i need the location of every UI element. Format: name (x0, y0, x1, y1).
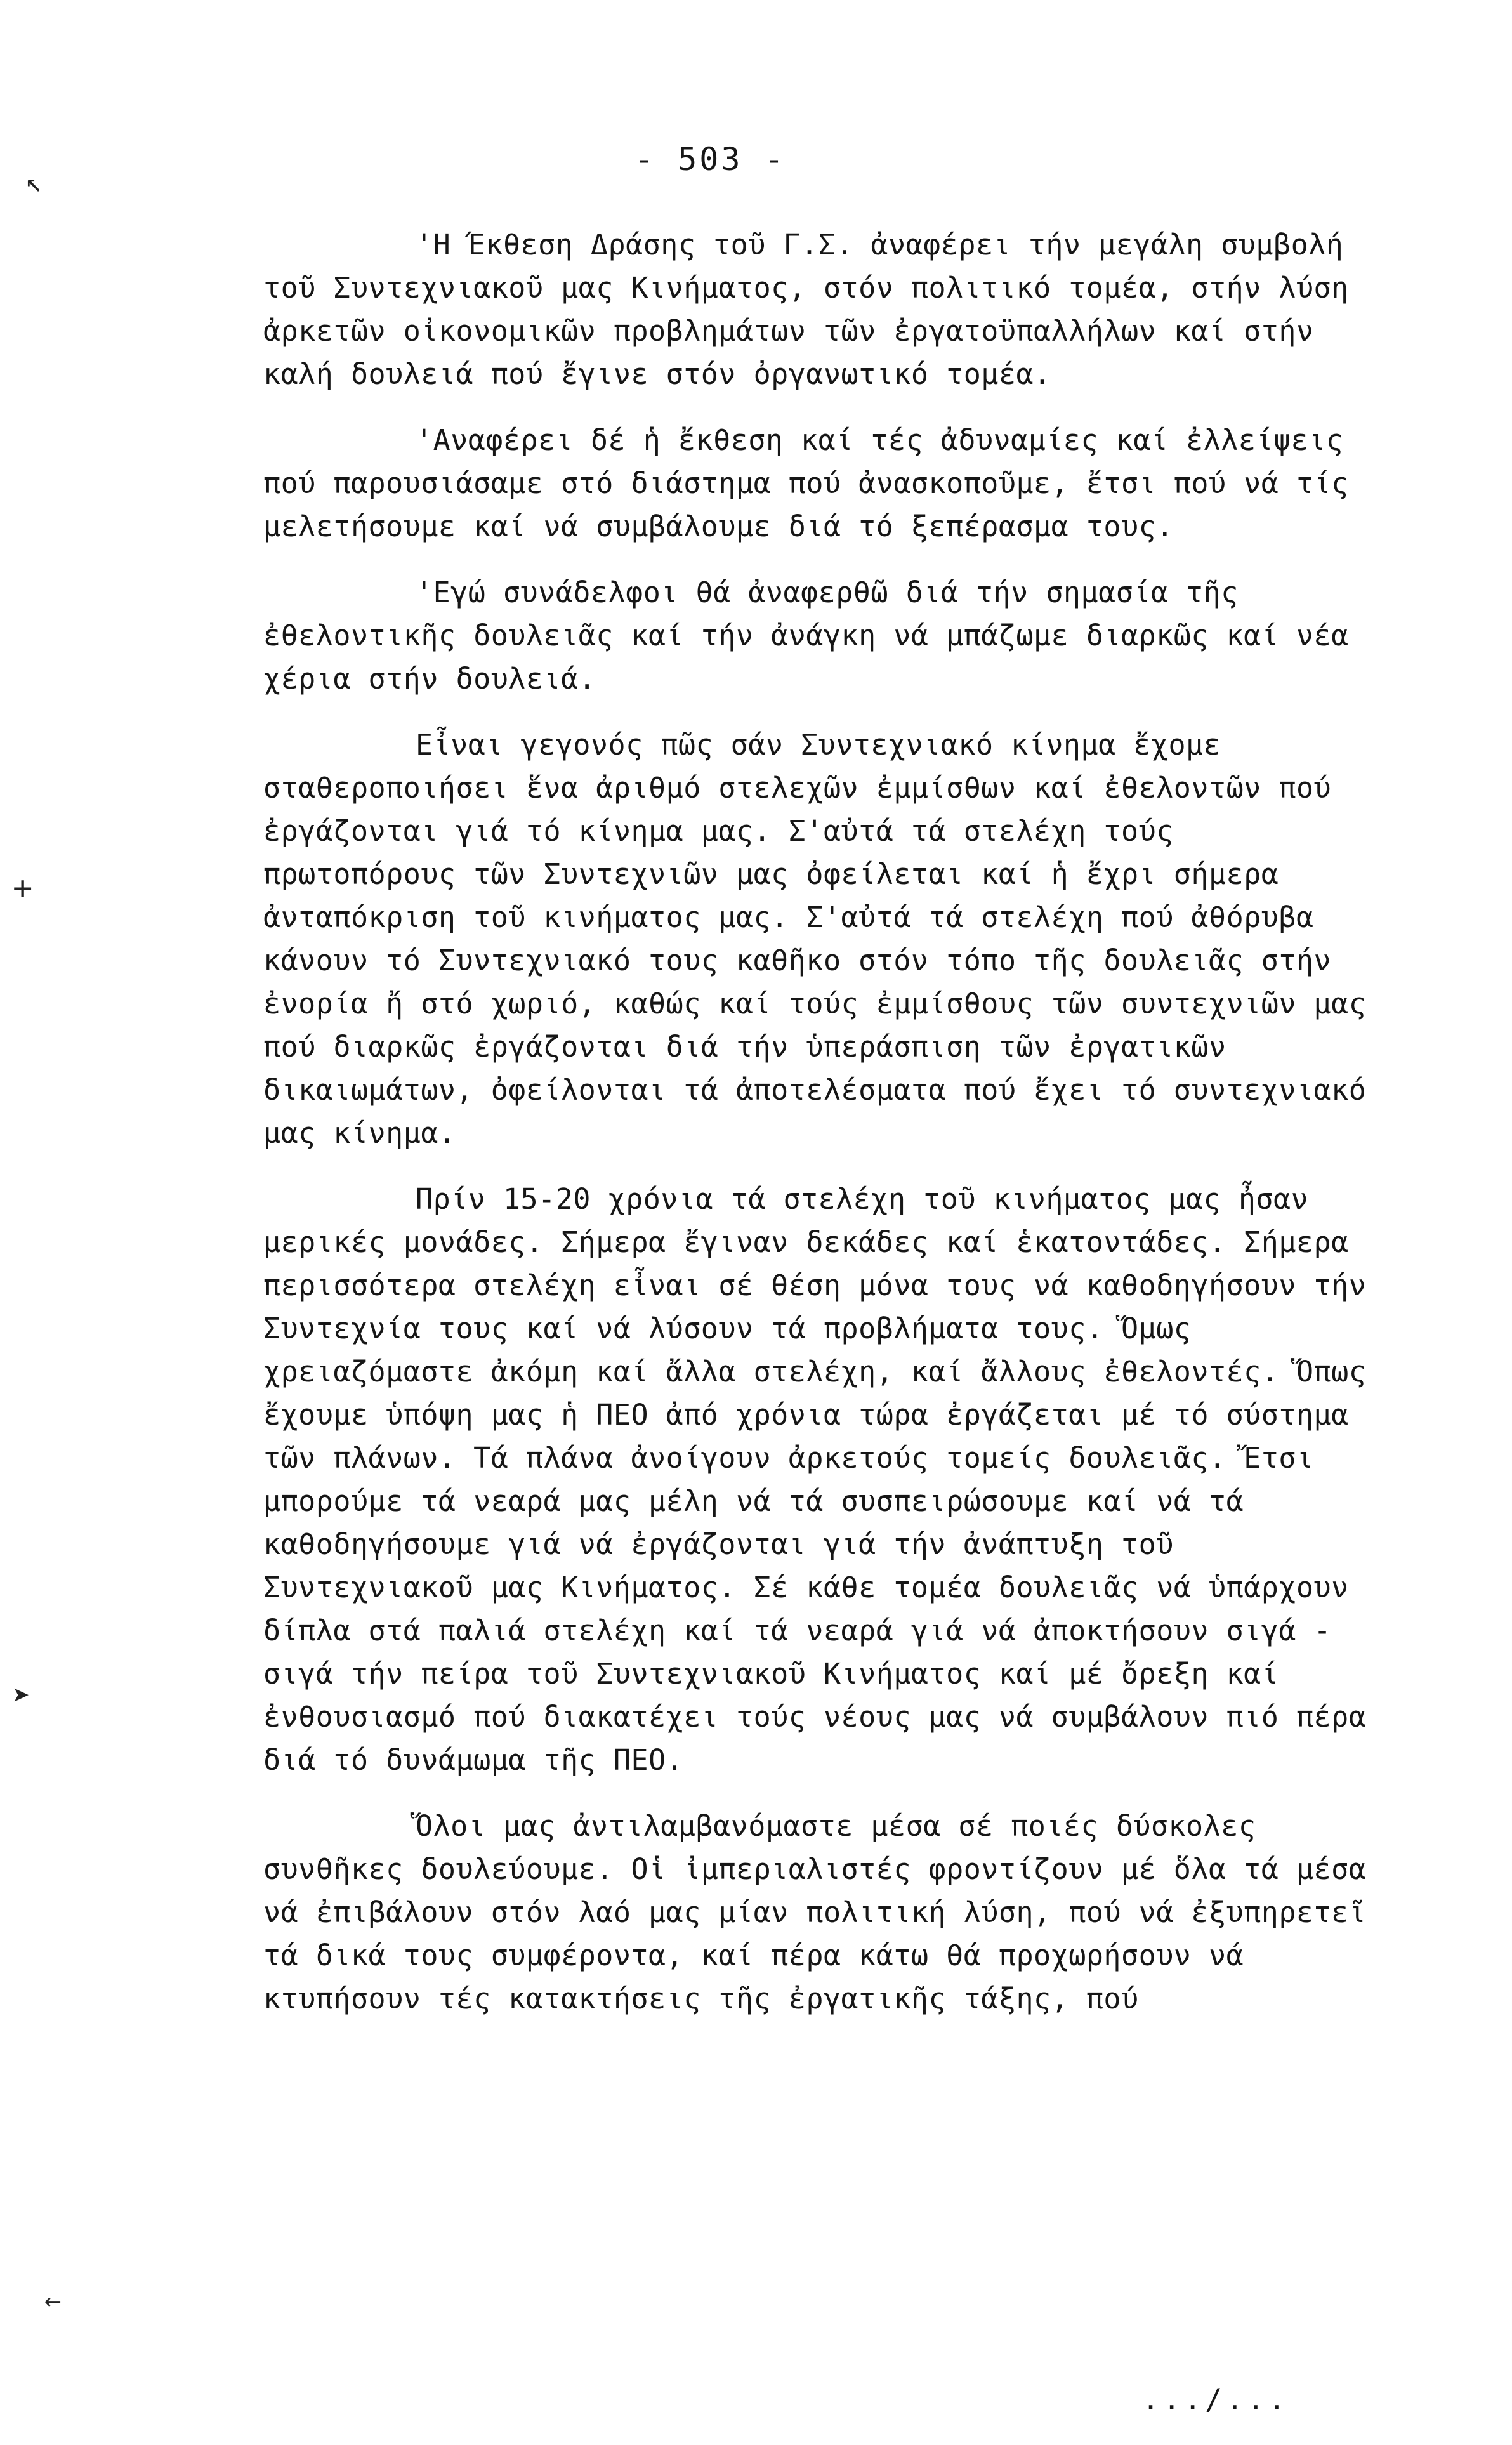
paragraph-weaknesses: 'Αναφέρει δέ ἡ ἔκθεση καί τές ἀδυναμίες καί ἐλλείψεις πού παρουσιάσαμε στό διάστημα πού ἀνασκοποῦμε, ἔτσι πού νά τίς μελετήσουμε καί νά συμβάλουμε διά τό ξεπέρασμα τους. (263, 423, 1349, 543)
paragraph-volunteer-work: 'Εγώ συνάδελφοι θά ἀναφερθῶ διά τήν σημασία τῆς ἐθελοντικῆς δουλειᾶς καί τήν ἀνάγκη νά μπάζωμε διαρκῶς καί νέα χέρια στήν δουλειά. (263, 576, 1349, 695)
paragraph-cadres: Εἶναι γεγονός πῶς σάν Συντεχνιακό κίνημα ἔχομε σταθεροποιήσει ἕνα ἀριθμό στελεχῶν ἐμμίσθων καί ἐθελοντῶν πού ἐργάζονται γιά τό κίνημα μας. Σ'αὐτά τά στελέχη τούς πρωτοπόρους τῶν Συντεχνιῶν μας ὀφείλεται καί ἡ ἔχρι σήμερα ἀνταπόκριση τοῦ κινήματος μας. Σ'αὐτά τά στελέχη πού ἀθόρυβα κάνουν τό Συντεχνιακό τους καθῆκο στόν τόπο τῆς δουλειᾶς στήν ἐνορία ἤ στό χωριό, καθώς καί τούς ἐμμίσθους τῶν συντεχνιῶν μας πού διαρκῶς ἐργάζονται διά τήν ὑπεράσπιση τῶν ἐργατικῶν δικαιωμάτων, ὀφείλονται τά ἀποτελέσματα πού ἔχει τό συντεχνιακό μας κίνημα. (263, 728, 1367, 1150)
margin-mark-arrow: ➤ (13, 1678, 30, 1713)
margin-mark-top: ↖ (25, 166, 43, 199)
page-number: - 503 - (634, 141, 786, 178)
continuation-mark: .../... (1142, 2383, 1289, 2416)
paragraph-activity-report: 'Η Έκθεση Δράσης τοῦ Γ.Σ. ἀναφέρει τήν μεγάλη συμβολή τοῦ Συντεχνιακοῦ μας Κινήματος, στόν πολιτικό τομέα, στήν λύση ἀρκετῶν οἰκονομικῶν προβλημάτων τῶν ἐργατοϋπαλλήλων καί στήν καλή δουλειά πού ἔγινε στόν ὀργανωτικό τομέα. (263, 228, 1349, 391)
margin-mark-plus: + (13, 869, 33, 907)
paragraph-conditions: Ὅλοι μας ἀντιλαμβανόμαστε μέσα σέ ποιές δύσκολες συνθῆκες δουλεύουμε. Οἱ ἰμπεριαλιστές φροντίζουν μέ ὅλα τά μέσα νά ἐπιβάλουν στόν λαό μας μίαν πολιτική λύση, πού νά ἐξυπηρετεῖ τά δικά τους συμφέροντα, καί πέρα κάτω θά προχωρήσουν νά κτυπήσουν τές κατακτήσεις τῆς ἐργατικῆς τάξης, πού (263, 1809, 1367, 2015)
margin-mark-bottom: ← (44, 2284, 62, 2317)
paragraph-growth: Πρίν 15-20 χρόνια τά στελέχη τοῦ κινήματος μας ἦσαν μερικές μονάδες. Σήμερα ἔγιναν δεκάδες καί ἑκατοντάδες. Σήμερα περισσότερα στελέχη εἶναι σέ θέση μόνα τους νά καθοδηγήσουν τήν Συντεχνία τους καί νά λύσουν τά προβλήματα τους. Ὅμως χρειαζόμαστε ἀκόμη καί ἄλλα στελέχη, καί ἄλλους ἐθελοντές. Ὅπως ἔχουμε ὑπόψη μας ἡ ΠΕΟ ἀπό χρόνια τώρα ἐργάζεται μέ τό σύστημα τῶν πλάνων. Τά πλάνα ἀνοίγουν ἀρκετούς τομείς δουλειᾶς. Ἔτσι μπορούμε τά νεαρά μας μέλη νά τά συσπειρώσουμε καί νά τά καθοδηγήσουμε γιά νά ἐργάζονται γιά τήν ἀνάπτυξη τοῦ Συντεχνιακοῦ μας Κινήματος. Σέ κάθε τομέα δουλειᾶς νά ὑπάρχουν δίπλα στά παλιά στελέχη καί τά νεαρά γιά νά ἀποκτήσουν σιγά - σιγά τήν πείρα τοῦ Συντεχνιακοῦ Κινήματος καί μέ ὄρεξη καί ἐνθουσιασμό πού διακατέχει τούς νέους μας νά συμβάλουν πιό πέρα διά τό δυνάμωμα τῆς ΠΕΟ. (263, 1182, 1367, 1777)
document-body (263, 223, 1383, 2020)
